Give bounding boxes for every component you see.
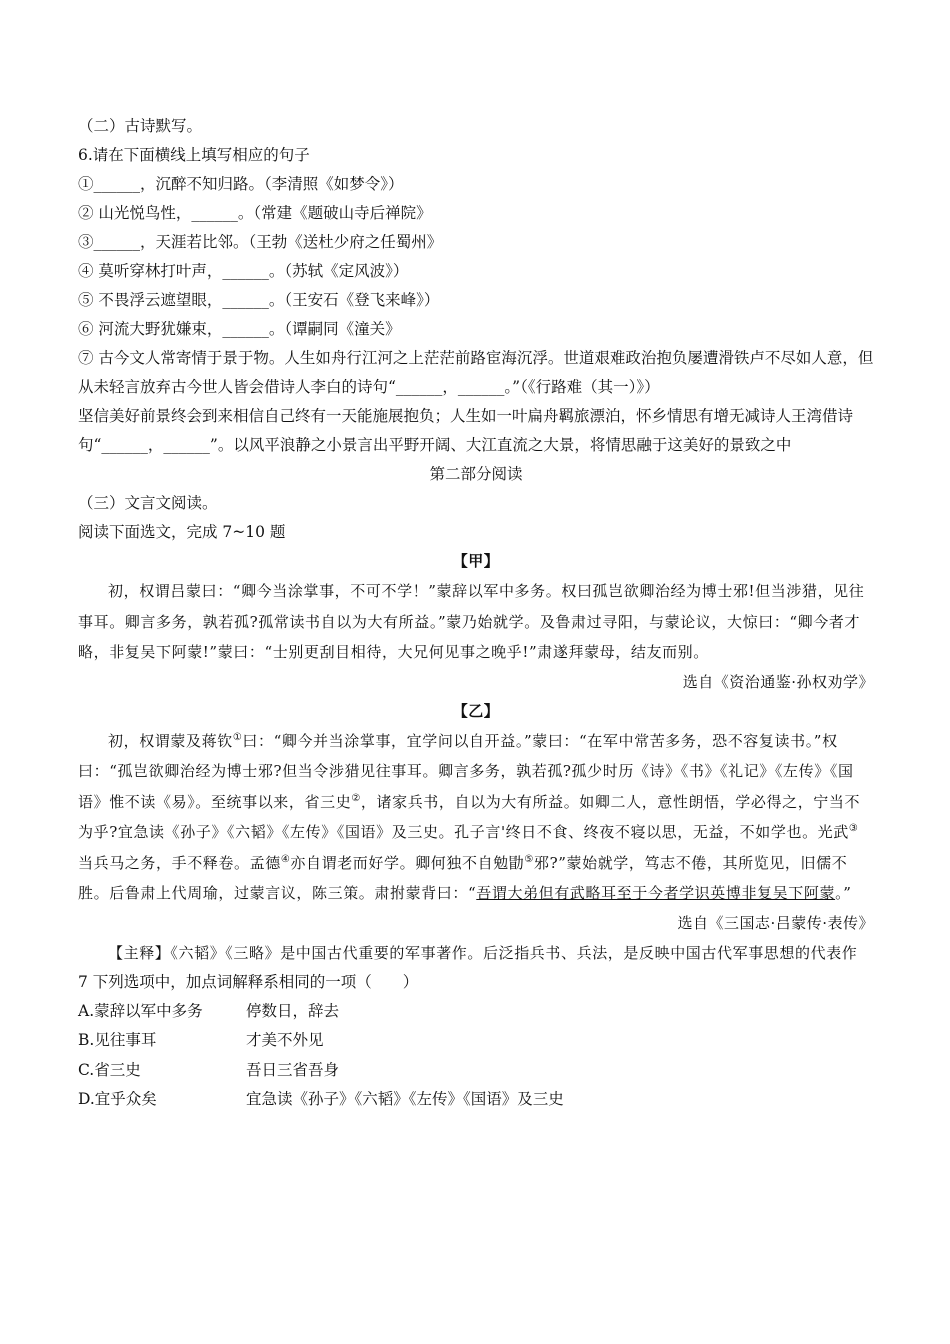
- footnote-marker-3: ③: [848, 823, 859, 834]
- option-a: A.蒙辞以军中多务 停数日，辞去: [78, 1001, 340, 1020]
- poem-item-3: ③______，天涯若比邻。（王勃《送杜少府之任蜀州》: [78, 233, 443, 251]
- footnote-marker-1: ①: [232, 731, 243, 743]
- annotation-label: 【主释】: [108, 943, 171, 962]
- section-heading-classical: （三）文言文阅读。: [78, 494, 218, 512]
- question-7-stem: 7 下列选项中，加点词解释系相同的一项（ ）: [78, 972, 419, 991]
- document-page: [78, 112, 874, 1115]
- passage-yi-text: 初，权谓蒙及蒋钦①曰：“卿今并当涂掌事，宜学问以自开益。”蒙曰：“在军中常苦多务，恐不容复读书。”权曰：“孤岂欲卿治经为博士邪?但当令涉猎见往事耳。卿言多务，孰若孤?孤少时历《诗》《书》《礼记》《左传》《国语》惟不读《易》。至统事以来，省三史②，诸家兵书，自以为大有所益。如卿二人，意性朗悟，学必得之，宁当不为乎?宜急读《孙子》《六韬》《左传》《国语》及三史。孔子言'终日不食、终夜不寝以思，无益，不如学也。光武③当兵马之务，手不释卷。孟德④亦自谓老而好学。卿何独不自勉勖⑤邪?”蒙始就学，笃志不倦，其所览见，旧儒不胜。后鲁肃上代周瑜，过蒙言议，陈三策。肃拊蒙背曰：“吾谓大弟但有武略耳至于今者学识英博非复吴下阿蒙。”: [78, 731, 861, 902]
- option-b: B.见往事耳 才美不外见: [78, 1031, 324, 1049]
- poem-item-7: ⑦ 古今文人常寄情于景于物。人生如舟行江河之上茫茫前路宦海沉浮。世道艰难政治抱负屡遭滑铁卢不尽如人意，但从未轻言放弃古今世人皆会借诗人李白的诗句“______，______。”（《行路难（其一）》）: [78, 349, 874, 396]
- option-c: C.省三史 吾日三省吾身: [78, 1060, 340, 1079]
- footnote-marker-4: ④: [280, 853, 291, 865]
- question-6-title: 6.请在下面横线上填写相应的句子: [78, 146, 310, 164]
- section-heading-poetry: （二）古诗默写。: [78, 117, 203, 135]
- poem-item-7-continued: 坚信美好前景终会到来相信自己终有一天能施展抱负；人生如一叶扁舟羁旅漂泊，怀乡情思有增无减诗人王湾借诗句“______，______”。以风平浪静之小景言出平野开阔、大江直流之大景，将情思融于这美好的景致之中: [78, 407, 854, 454]
- passage-jia-label: 【甲】: [452, 552, 500, 570]
- reading-instruction: 阅读下面选文，完成 7~10 题: [78, 523, 286, 541]
- footnote-marker-2: ②: [351, 792, 361, 804]
- passage-jia-text: 初，权谓吕蒙曰：“卿今当涂掌事，不可不学！”蒙辞以军中多务。权曰孤岂欲卿治经为博士邪!但当涉猎，见往事耳。卿言多务，孰若孤?孤常读书自以为大有所益。”蒙乃始就学。及鲁肃过寻阳，与蒙论议，大惊曰：“卿今者才略，非复吴下阿蒙!”蒙曰：“士别更刮目相待，大兄何见事之晚乎!”肃遂拜蒙母，结友而别。: [78, 582, 865, 661]
- passage-yi-label: 【乙】: [452, 701, 500, 720]
- poem-item-4: ④ 莫听穿林打叶声，______。（苏轼《定风波》）: [78, 262, 409, 280]
- passage-yi-source: 选自《三国志·吕蒙传·表传》: [677, 913, 874, 932]
- part-2-title: 第二部分阅读: [429, 465, 523, 483]
- annotation: [78, 938, 874, 968]
- underlined-sentence: 吾谓大弟但有武略耳至于今者学识英博非复吴下阿蒙: [476, 884, 836, 902]
- annotation-text: 《六韬》《三略》是中国古代重要的军事著作。后泛指兵书、兵法，是反映中国古代军事思想的代表作: [170, 943, 858, 962]
- option-d: D.宜乎众矣 宜急读《孙子》《六韬》《左传》《国语》及三史: [78, 1090, 564, 1108]
- footnote-marker-5: ⑤: [524, 853, 534, 865]
- poem-item-5: ⑤ 不畏浮云遮望眼，______。（王安石《登飞来峰》）: [78, 291, 440, 309]
- poem-item-2: ② 山光悦鸟性，______。（常建《题破山寺后禅院》: [78, 204, 432, 222]
- passage-jia-source: 选自《资治通鉴·孙权劝学》: [682, 672, 874, 691]
- poem-item-1: ①______，沉醉不知归路。（李清照《如梦令》）: [78, 175, 404, 193]
- poem-item-6: ⑥ 河流大野犹嫌束，______。（谭嗣同《潼关》: [78, 320, 401, 338]
